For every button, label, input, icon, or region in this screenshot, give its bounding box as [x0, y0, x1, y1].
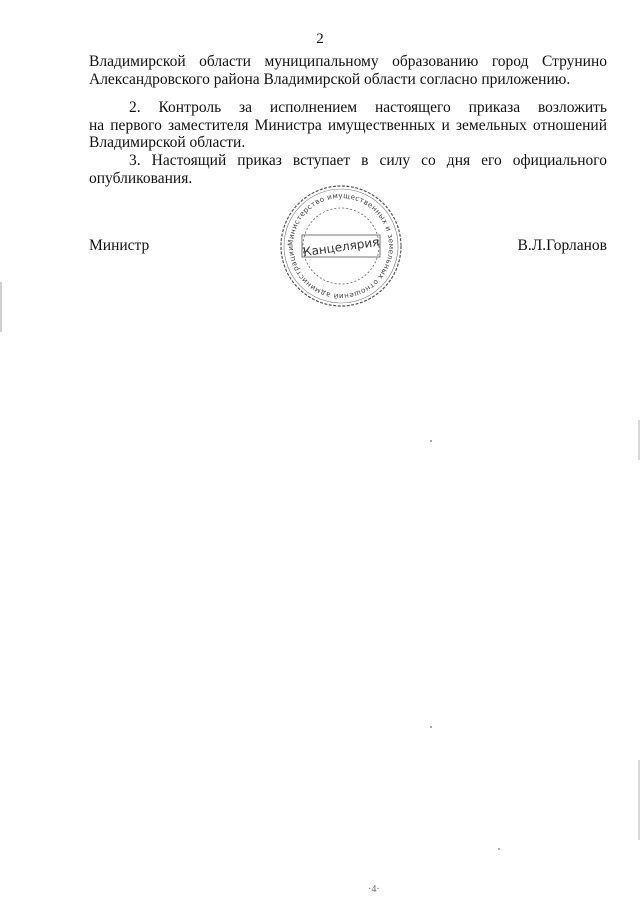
paragraph-2-line-3: Владимирской области. — [89, 134, 246, 151]
signatory-position: Министр — [89, 237, 150, 254]
paragraph-3-line-1: 3. Настоящий приказ вступает в силу со дня его официального — [129, 152, 607, 169]
scan-speck — [430, 726, 432, 728]
scan-speck — [498, 848, 500, 850]
signatory-name: В.Л.Горланов — [517, 237, 607, 254]
paragraph-2-line-2: на первого заместителя Министра имущественных и земельных отношений — [89, 116, 607, 134]
scan-speck — [430, 440, 432, 442]
footer-mark: ·4· — [368, 884, 380, 895]
stamp-seal-icon — [276, 181, 406, 311]
paragraph-2 — [89, 99, 607, 152]
stamp-ring-text: Министерство имущественных и земельных отношений администрации — [285, 190, 397, 302]
left-scan-edge — [0, 282, 2, 332]
paragraph-1-line-2: Александровского района Владимирской области согласно приложению. — [89, 70, 571, 88]
paragraph-1 — [89, 53, 607, 88]
stamp-center-text: Канцелярия — [302, 234, 381, 260]
paragraph-3-line-2: опубликования. — [89, 169, 193, 187]
office-stamp — [276, 181, 406, 311]
page-number: 2 — [316, 31, 324, 47]
paragraph-1-line-1: Владимирской области муниципальному образованию город Струнино — [89, 53, 607, 70]
paragraph-2-line-1: 2. Контроль за исполнением настоящего приказа возложить — [129, 99, 607, 116]
